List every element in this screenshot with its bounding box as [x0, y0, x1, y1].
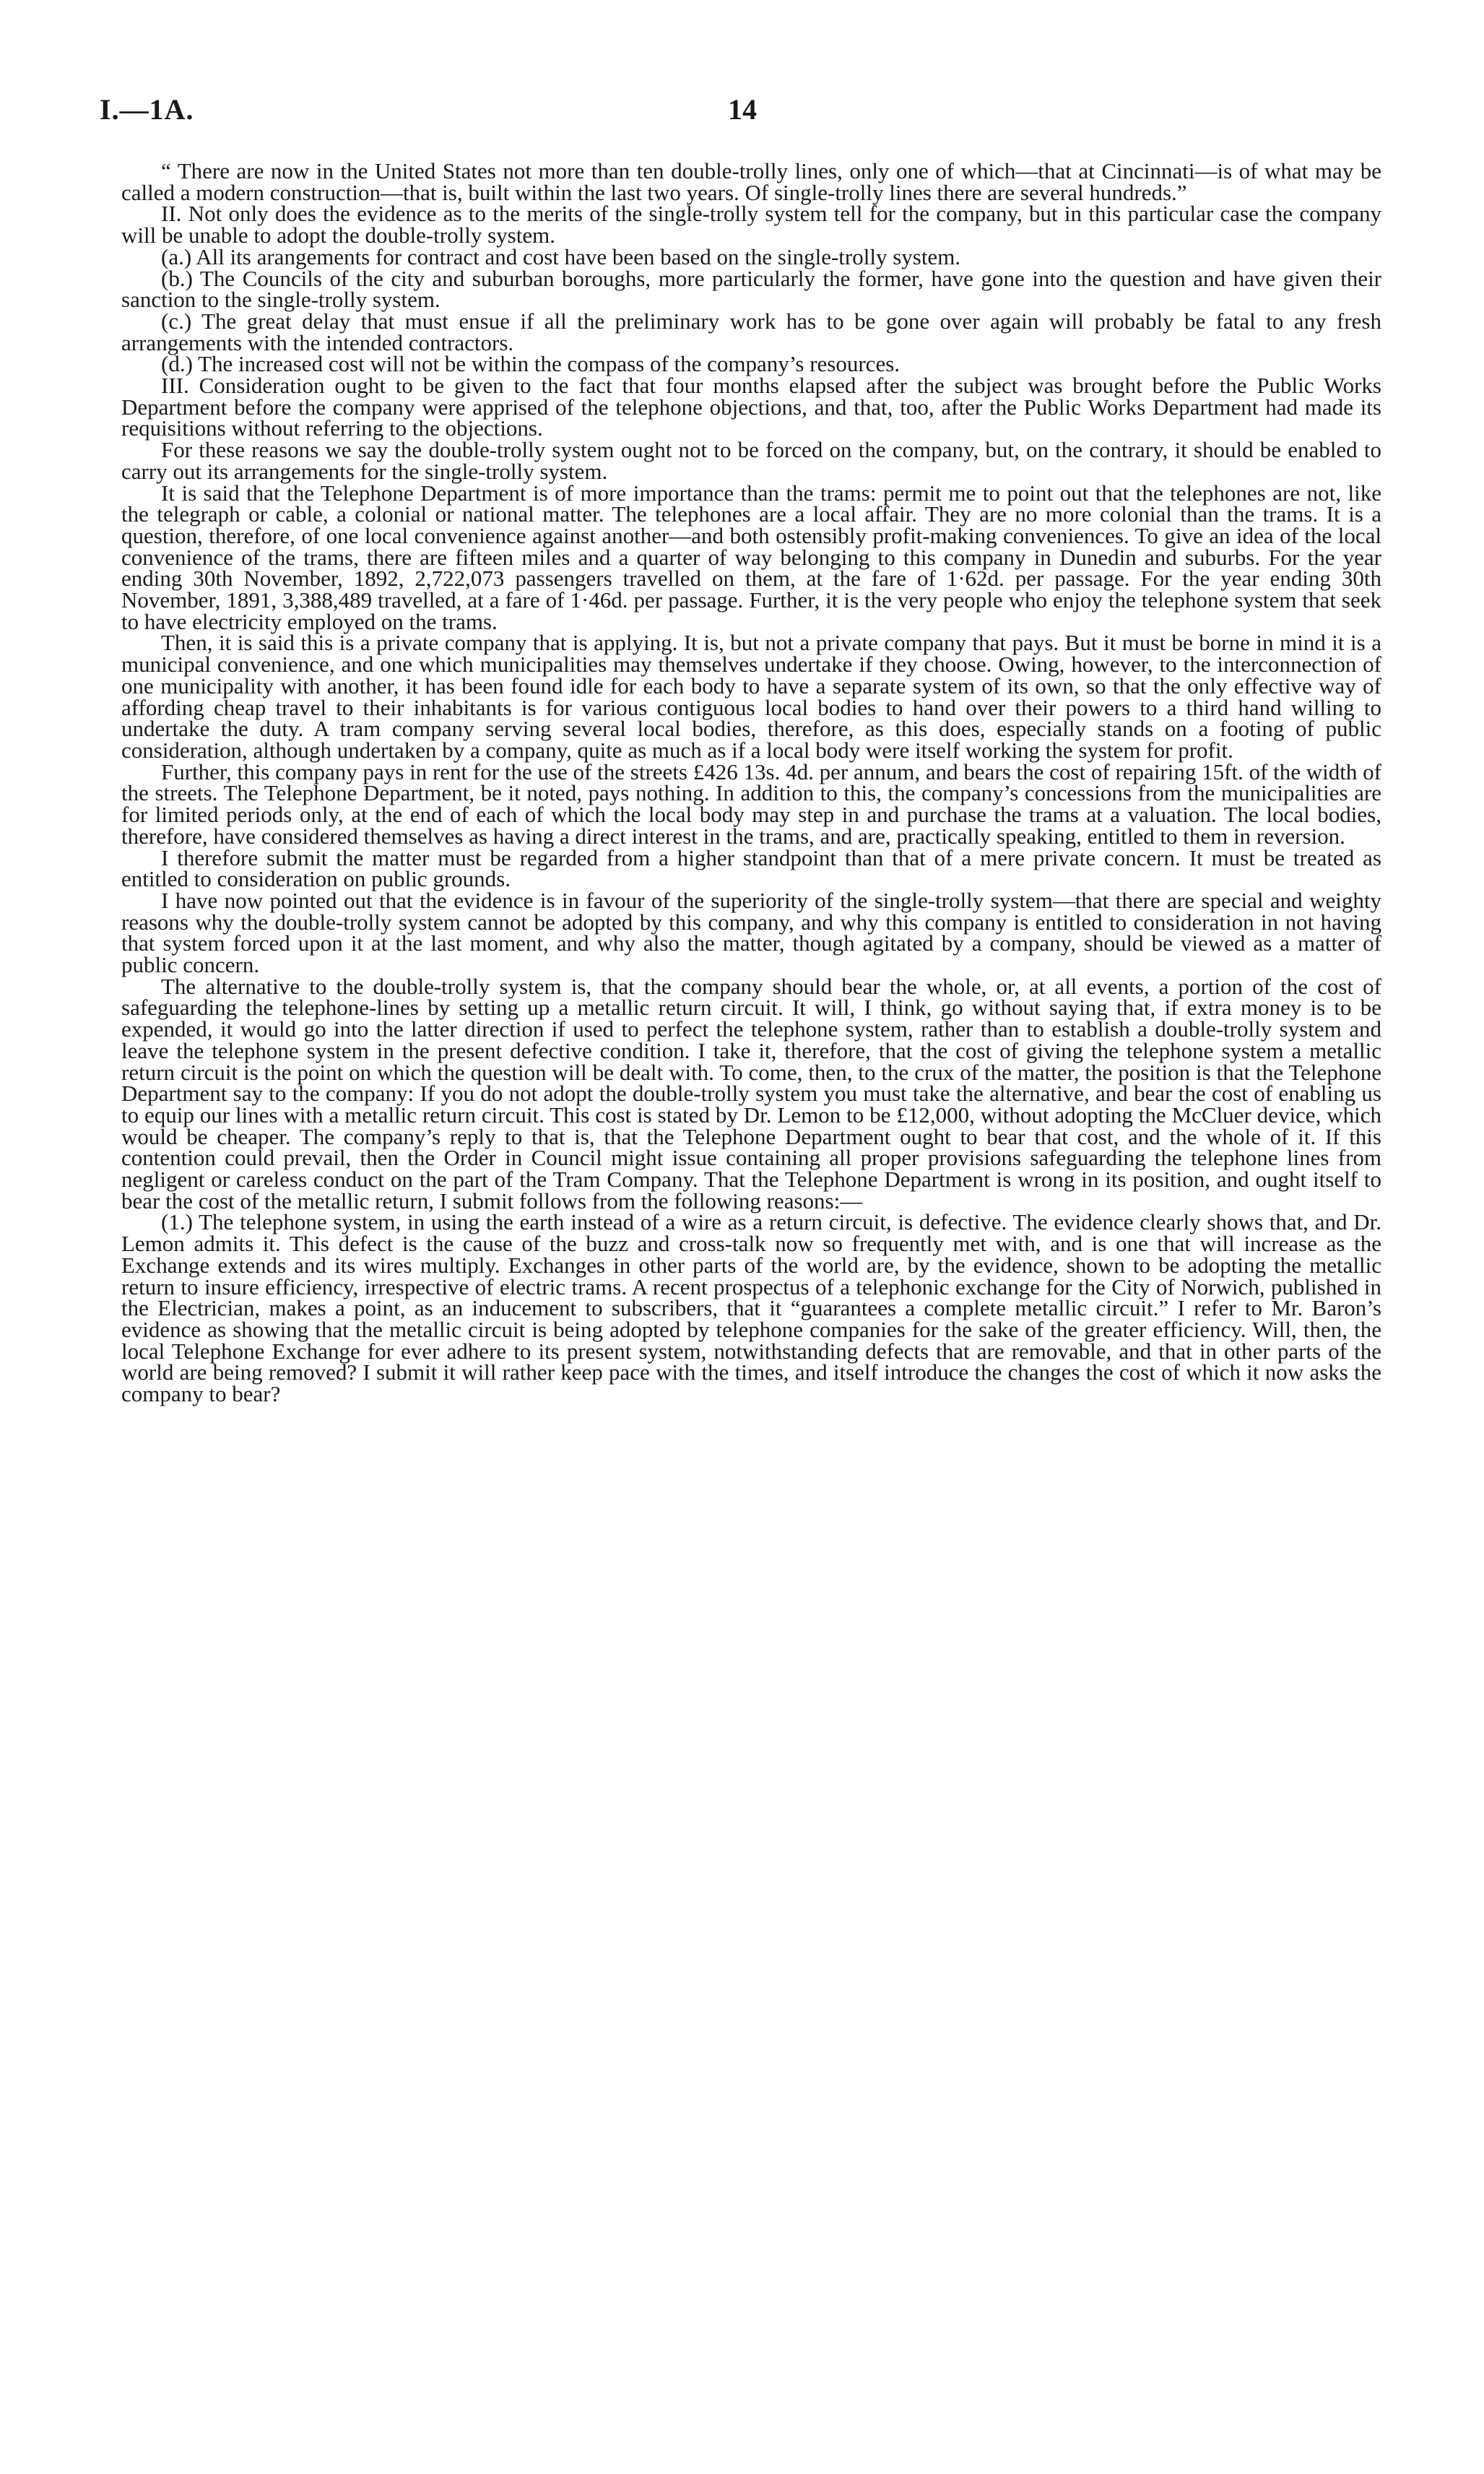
- document-body: [121, 160, 1381, 1405]
- paragraph: For these reasons we say the double-trolly system ought not to be forced on the company, but, on the contrary, it should be enabled to carry out its arrangements for the single-trolly system.: [121, 437, 1381, 484]
- parliamentary-paper-reference: I.—1A.: [100, 93, 194, 126]
- paragraph: (d.) The increased cost will not be within the compass of the company’s resources.: [161, 351, 901, 377]
- page-number: 14: [728, 93, 757, 126]
- paragraph: I have now pointed out that the evidence is in favour of the superiority of the single-trolly system—that there are special and weighty reasons why the double-trolly system cannot be adopted by this company, and why this company is entitled to consideration in not having that system forced upon it at the last moment, and why also the matter, though agitated by a company, should be viewed as a matter of public concern.: [121, 887, 1381, 978]
- paragraph: Then, it is said this is a private company that is applying. It is, but not a private company that pays. But it must be borne in mind it is a municipal convenience, and one which municipalities may themselves undertake if they choose. Owing, however, to the interconnection of one municipality with another, it has been found idle for each body to have a separate system of its own, so that the only effective way of affording cheap travel to their inhabitants is for various contiguous local bodies to hand over their powers to a third hand willing to undertake the duty. A tram company serving several local bodies, therefore, as this does, especially stands on a footing of public consideration, although undertaken by a company, quite as much as if a local body were itself working the system for profit.: [121, 630, 1381, 763]
- paragraph: (c.) The great delay that must ensue if all the preliminary work has to be gone over again will probably be fatal to any fresh arrangements with the intended contractors.: [121, 308, 1381, 355]
- paragraph: “ There are now in the United States not more than ten double-trolly lines, only one of which—that at Cincinnati—is of what may be called a modern construction—that is, built within the last two years. Of single-trolly lines there are several hundreds.”: [121, 158, 1381, 205]
- paragraph: Further, this company pays in rent for the use of the streets £426 13s. 4d. per annum, and bears the cost of repairing 15ft. of the width of the streets. The Telephone Department, be it noted, pays nothing. In addition to this, the company’s concessions from the municipalities are for limited periods only, at the end of each of which the local body may step in and purchase the trams at a valuation. The local bodies, therefore, have considered themselves as having a direct interest in the trams, and are, practically speaking, entitled to them in reversion.: [121, 758, 1381, 849]
- paragraph: I therefore submit the matter must be regarded from a higher standpoint than that of a mere private concern. It must be treated as entitled to consideration on public grounds.: [121, 844, 1381, 892]
- paragraph: The alternative to the double-trolly system is, that the company should bear the whole, or, at all events, a portion of the cost of safeguarding the telephone-lines by setting up a metallic return circuit. It will, I think, go without saying that, if extra money is to be expended, it would go into the latter direction if used to perfect the telephone system, rather than to establish a double-trolly system and leave the telephone system in the present defective condition. I take it, therefore, that the cost of giving the telephone system a metallic return circuit is the point on which the question will be dealt with. To come, then, to the crux of the matter, the position is that the Telephone Department say to the company: If you do not adopt the double-trolly system you must take the alternative, and bear the cost of enabling us to equip our lines with a metallic return circuit. This cost is stated by Dr. Lemon to be £12,000, without adopting the McCluer device, which would be cheaper. The company’s reply to that is, that the Telephone Department ought to bear that cost, and the whole of it. If this contention could prevail, then the Order in Council might issue containing all proper provisions safeguarding the telephone lines from negligent or careless conduct on the part of the Tram Company. That the Telephone Department is wrong in its position, and ought itself to bear the cost of the metallic return, I submit follows from the following reasons:—: [121, 973, 1381, 1214]
- paragraph: (a.) All its arangements for contract and cost have been based on the single-trolly system.: [161, 243, 961, 269]
- paragraph: It is said that the Telephone Department is of more importance than the trams: permit me to point out that the telephones are not, like the telegraph or cable, a colonial or national matter. The telephones are a local affair. They are no more colonial than the trams. It is a question, therefore, of one local convenience against another—and both ostensibly profit-making conveniences. To give an idea of the local convenience of the trams, there are fifteen miles and a quarter of way belonging to this company in Dunedin and suburbs. For the year ending 30th November, 1892, 2,722,073 passengers travelled on them, at the fare of 1·62d. per passage. For the year ending 30th November, 1891, 3,388,489 travelled, at a fare of 1·46d. per passage. Further, it is the very people who enjoy the telephone system that seek to have electricity employed on the trams.: [121, 480, 1381, 634]
- paragraph: III. Consideration ought to be given to the fact that four months elapsed after the subject was brought before the Public Works Department before the company were apprised of the telephone objections, and that, too, after the Public Works Department had made its requisitions without referring to the objections.: [121, 373, 1381, 441]
- paragraph: (b.) The Councils of the city and suburban boroughs, more particularly the former, have gone into the question and have given their sanction to the single-trolly system.: [121, 265, 1381, 313]
- page-header: [100, 92, 1385, 136]
- paragraph: II. Not only does the evidence as to the merits of the single-trolly system tell for the company, but in this particular case the company will be unable to adopt the double-trolly system.: [121, 201, 1381, 248]
- paragraph: (1.) The telephone system, in using the earth instead of a wire as a return circuit, is defective. The evidence clearly shows that, and Dr. Lemon admits it. This defect is the cause of the buzz and cross-talk now so frequently met with, and is one that will increase as the Exchange extends and its wires multiply. Exchanges in other parts of the world are, by the evidence, shown to be adopting the metallic return to insure efficiency, irrespective of electric trams. A recent prospectus of a telephonic exchange for the City of Norwich, published in the Electrician, makes a point, as an inducement to subscribers, that it “guarantees a complete metallic circuit.” I refer to Mr. Baron’s evidence as showing that the metallic circuit is being adopted by telephone companies for the sake of the greater efficiency. Will, then, the local Telephone Exchange for ever adhere to its present system, notwithstanding defects that are removable, and that in other parts of the world are being removed? I submit it will rather keep pace with the times, and itself introduce the changes the cost of which it now asks the company to bear?: [121, 1209, 1381, 1407]
